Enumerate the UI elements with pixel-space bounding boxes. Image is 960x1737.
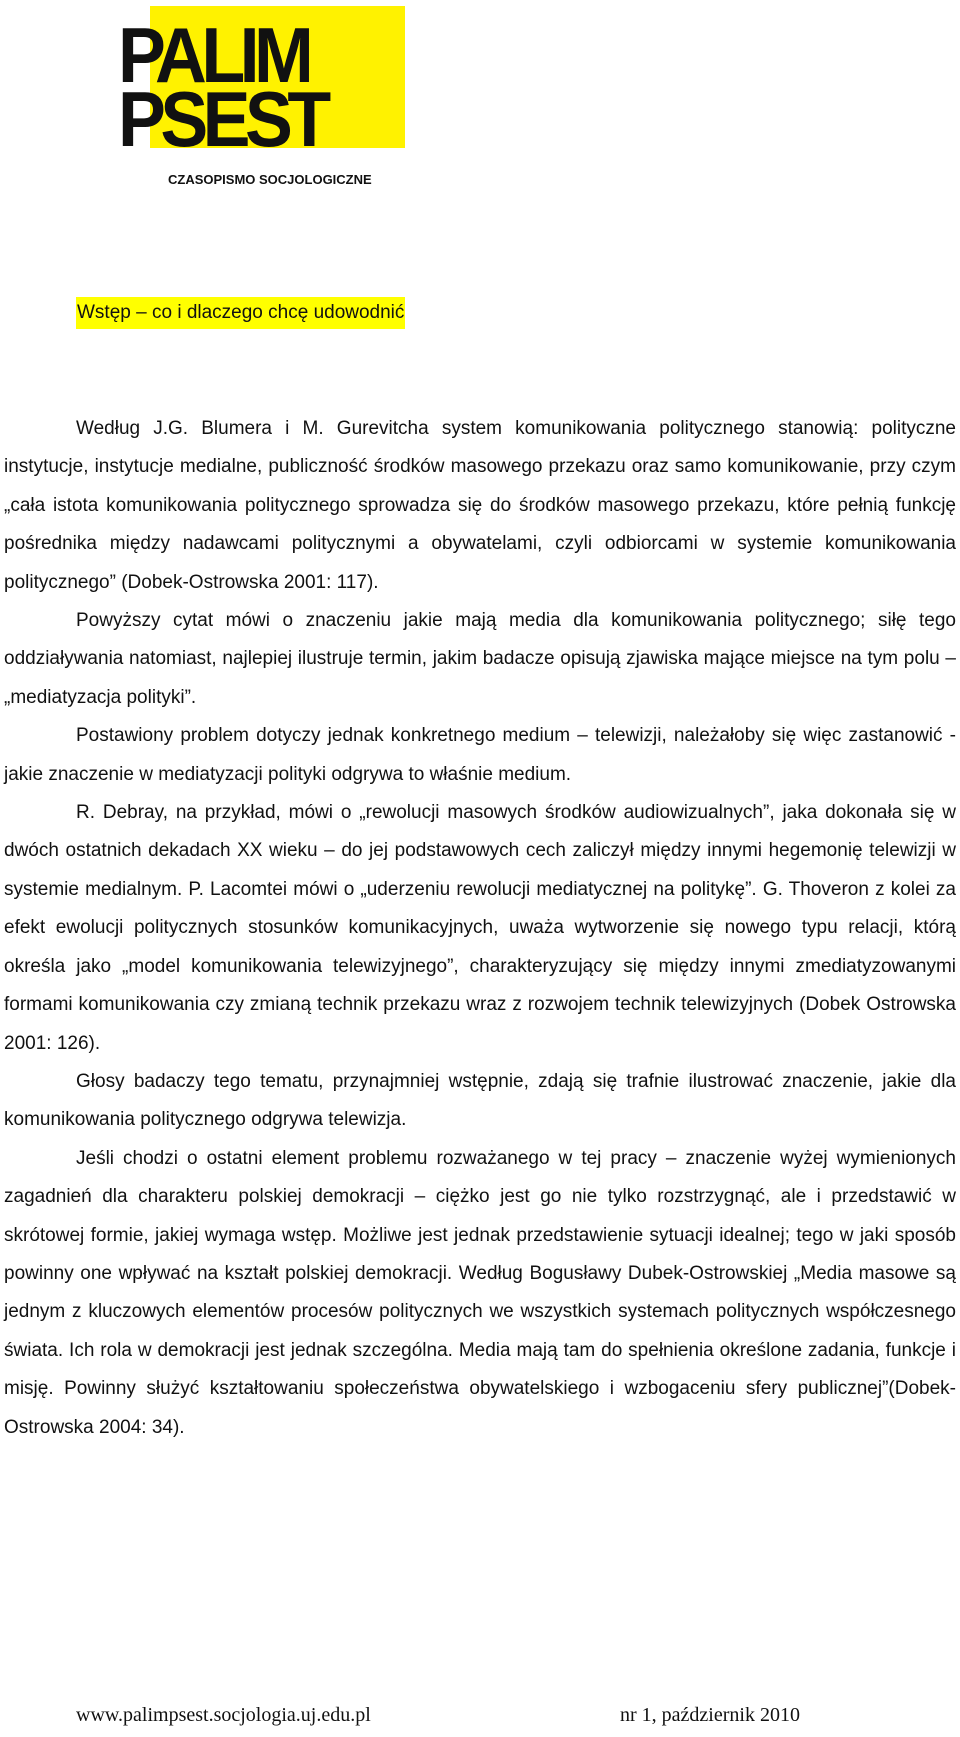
- paragraph-6: Jeśli chodzi o ostatni element problemu rozważanego w tej pracy – znaczenie wyżej wymienionych zagadnień dla charakteru polskiej demokracji – ciężko jest go nie tylko rozstrzygnąć, ale i przedstawić w skrótowej formie, jakiej wymaga wstęp. Możliwe jest jednak przedstawienie sytuacji idealnej; tego w jaki sposób powinny one wpływać na kształt polskiej demokracji. Według Bogusławy Dubek-Ostrowskiej „Media masowe są jednym z kluczowych elementów procesów politycznych we wszystkich systemach politycznych współczesnego świata. Ich rola w demokracji jest jednak szczególna. Media mają tam do spełnienia określone zadania, funkcje i misję. Powinny służyć kształtowaniu społeczeństwa obywatelskiego i wzbogaceniu sfery publicznej”(Dobek-Ostrowska 2004: 34).: [4, 1147, 956, 1438]
- paragraph-3: Postawiony problem dotyczy jednak konkretnego medium – telewizji, należałoby się więc zastanowić - jakie znaczenie w mediatyzacji polityki odgrywa to właśnie medium.: [4, 725, 956, 785]
- paragraph-5: Głosy badaczy tego tematu, przynajmniej wstępnie, zdają się trafnie ilustrować znaczenie, jakie dla komunikowania politycznego odgrywa telewizja.: [4, 1070, 956, 1131]
- paragraph-2: Powyższy cytat mówi o znaczeniu jakie mają media dla komunikowania politycznego; siłę tego oddziaływania natomiast, najlepiej ilustruje termin, jakim badacze opisują zjawiska mające miejsce na tym polu – „mediatyzacja polityki”.: [4, 610, 956, 708]
- article-body: [4, 410, 956, 1447]
- paragraph-1: Według J.G. Blumera i M. Gurevitcha system komunikowania politycznego stanowią: polityczne instytucje, instytucje medialne, publiczność środków masowego przekazu oraz samo komunikowanie, przy czym „cała istota komunikowania politycznego sprowadza się do środków masowego przekazu, które pełnią funkcję pośrednika między nadawcami politycznymi a obywatelami, czyli odbiorcami w systemie komunikowania politycznego” (Dobek-Ostrowska 2001: 117).: [4, 418, 956, 593]
- logo-subtitle: CZASOPISMO SOCJOLOGICZNE: [168, 172, 372, 187]
- footer-url[interactable]: www.palimpsest.socjologia.uj.edu.pl: [76, 1704, 371, 1726]
- logo-line-2: PSEST: [118, 75, 326, 163]
- section-heading: Wstęp – co i dlaczego chcę udowodnić: [76, 297, 405, 329]
- paragraph-4: R. Debray, na przykład, mówi o „rewolucji masowych środków audiowizualnych”, jaka dokonała się w dwóch ostatnich dekadach XX wieku – do jej podstawowych cech zaliczył między innymi hegemonię telewizji w systemie medialnym. P. Lacomtei mówi o „uderzeniu rewolucji mediatycznej na politykę”. G. Thoveron z kolei za efekt ewolucji politycznych stosunków komunikacyjnych, uważa wytworzenie się nowego typu relacji, którą określa jako „model komunikowania telewizyjnego”, charakteryzujący się między innymi zmediatyzowanymi formami komunikowania czy zmianą technik przekazu wraz z rozwojem technik telewizyjnych (Dobek Ostrowska 2001: 126).: [4, 802, 956, 1054]
- journal-logo: [118, 4, 388, 190]
- footer-issue: nr 1, październik 2010: [620, 1704, 800, 1726]
- logo-line-1: PALIM: [118, 11, 309, 99]
- page-footer: [0, 1704, 960, 1734]
